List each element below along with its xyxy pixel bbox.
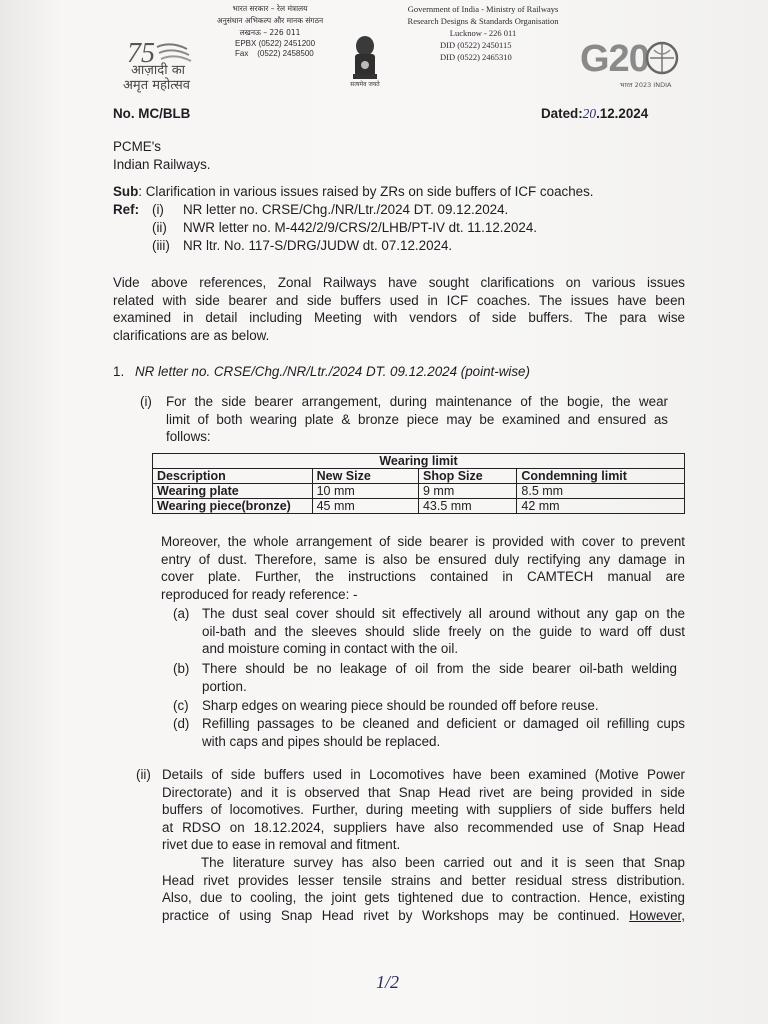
header-did-2: DID (0522) 2465310 <box>440 52 512 62</box>
g20-subtitle: भारत 2023 INDIA <box>620 81 672 89</box>
point-ii-line-1: Details of side buffers used in Locomotives have been examined (Motive Power <box>162 767 685 782</box>
addressee-line-1: PCME's <box>113 139 161 154</box>
logo-text-2: अमृत महोत्सव <box>123 78 191 93</box>
subitem-c-number: (c) <box>173 698 189 713</box>
table-header-condemning-limit: Condemning limit <box>517 469 685 484</box>
subitem-b-number: (b) <box>173 661 190 676</box>
ref-text-3: NR ltr. No. 117-S/DRG/JUDW dt. 07.12.2024. <box>183 238 453 253</box>
point-i-line-1: For the side bearer arrangement, during maintenance of the bogie, the wear <box>166 394 668 409</box>
g20-text: G20 <box>580 38 649 80</box>
table-header-new-size: New Size <box>312 469 418 484</box>
subitem-b-line-1: There should be no leakage of oil from the side bearer oil-bath welding <box>202 661 677 676</box>
subitem-a-line-1: The dust seal cover should sit effectively all around without any gap on the <box>202 606 685 621</box>
literature-line-1: The literature survey has also been carried out and it is seen that Snap <box>201 854 685 870</box>
table-cell: 43.5 mm <box>418 499 516 514</box>
table-cell: 10 mm <box>312 484 418 499</box>
table-header-shop-size: Shop Size <box>418 469 516 484</box>
header-epbx: EPBX (0522) 2451200 <box>235 39 316 48</box>
table-cell: 9 mm <box>418 484 516 499</box>
subitem-a-line-2: oil-bath and the sleeves should slide freely on the guide to ward off dust <box>202 623 685 639</box>
intro-line-4: clarifications are as below. <box>113 327 270 343</box>
literature-line-4-main: practice of using Snap Head rivet by Workshops may be continued. <box>162 907 620 923</box>
subitem-a-text <box>202 605 685 658</box>
literature-line-2: Head rivet provides lesser tensile strains and better residual stress distribution. <box>162 872 685 888</box>
ref-num-2: (ii) <box>152 220 167 235</box>
subitem-a-number: (a) <box>173 606 190 621</box>
dated-label: Dated: <box>541 106 583 121</box>
subitem-d-number: (d) <box>173 716 190 731</box>
intro-line-1: Vide above references, Zonal Railways have sought clarifications on various issues <box>113 275 685 290</box>
intro-line-3: examined in detail including Meeting with vendors of side buffers. The para wise <box>113 310 685 326</box>
subitem-d-text <box>202 715 685 750</box>
point-ii-line-2: Directorate) and it is observed that Snap Head rivet are being provided in side <box>162 784 685 800</box>
moreover-paragraph <box>161 533 685 603</box>
subitem-b-text <box>202 660 677 695</box>
moreover-line-4: reproduced for ready reference: - <box>161 586 358 602</box>
page-number-handwritten: 1/2 <box>376 972 400 992</box>
national-emblem-icon <box>348 32 382 92</box>
intro-line-2: related with side bearer and side buffers used in ICF coaches. The issues have been <box>113 292 685 308</box>
addressee-line-2: Indian Railways. <box>113 157 211 172</box>
ref-text-1: NR letter no. CRSE/Chg./NR/Ltr./2024 DT. 09.12.2024. <box>183 202 509 217</box>
emblem-caption: सत्यमेव जयते <box>350 81 380 88</box>
header-fax: Fax (0522) 2458500 <box>235 49 314 58</box>
table-cell: 42 mm <box>517 499 685 514</box>
subitem-a-line-3: and moisture coming in contact with the oil. <box>202 641 459 657</box>
moreover-line-2: entry of dust. Therefore, same is also be ensured duly rectifying any damage in <box>161 551 685 567</box>
ref-text-2: NWR letter no. M-442/2/9/CRS/2/LHB/PT-IV dt. 11.12.2024. <box>183 220 538 235</box>
table-cell: Wearing piece(bronze) <box>153 499 313 514</box>
reference-number: No. MC/BLB <box>113 106 191 121</box>
header-left-block <box>185 3 355 59</box>
subject-line <box>113 183 594 201</box>
subitem-d-line-2: with caps and pipes should be replaced. <box>202 733 441 749</box>
subject-text: : Clarification in various issues raised by ZRs on side buffers of ICF coaches. <box>138 184 594 199</box>
table-cell: Wearing plate <box>153 484 313 499</box>
table-caption: Wearing limit <box>153 454 685 469</box>
header-right-block <box>388 3 578 63</box>
point-ii-line-4: at RDSO on 18.12.2024, suppliers have also recommended use of Snap Head <box>162 819 685 835</box>
however-underlined: However, <box>629 907 685 923</box>
item-1-heading: NR letter no. CRSE/Chg./NR/Ltr./2024 DT. 09.12.2024 (point-wise) <box>135 364 530 379</box>
subitem-c-line-1: Sharp edges on wearing piece should be rounded off before reuse. <box>202 698 599 713</box>
point-ii-line-5: rivet due to ease in removal and fitment. <box>162 837 401 853</box>
point-i-line-2: limit of both wearing plate & bronze piece may be examined and ensured as <box>166 411 668 427</box>
ref-num-1: (i) <box>152 202 164 217</box>
table-header-description: Description <box>153 469 313 484</box>
g20-logo <box>580 38 685 98</box>
moreover-line-1: Moreover, the whole arrangement of side bearer is provided with cover to prevent <box>161 534 685 549</box>
header-did-1: DID (0522) 2450115 <box>440 40 512 50</box>
table-row <box>153 484 685 499</box>
header-hindi-line-3: लखनऊ – 226 011 <box>239 28 301 37</box>
svg-text:75: 75 <box>127 38 155 69</box>
table-cell: 45 mm <box>312 499 418 514</box>
g20-globe-icon <box>644 40 680 76</box>
literature-line-3: Also, due to cooling, the joint gets tightened due to contraction. Hence, existing <box>162 890 685 906</box>
intro-paragraph <box>113 274 685 344</box>
point-ii-text <box>162 766 685 924</box>
point-ii-number: (ii) <box>136 767 151 782</box>
dated-rest: .12.2024 <box>596 106 649 121</box>
point-i-line-3: follows: <box>166 429 211 445</box>
point-i-number: (i) <box>140 394 152 409</box>
moreover-line-3: cover plate. Further, the instructions contained in CAMTECH manual are <box>161 569 685 585</box>
subitem-d-line-1: Refilling passages to be cleaned and deficient or damaged oil refilling cups <box>202 716 685 731</box>
wearing-limit-table <box>152 453 685 514</box>
header-hindi-line-2: अनुसंधान अभिकल्प और मानक संगठन <box>216 16 324 25</box>
literature-line-4 <box>162 907 685 925</box>
point-ii-line-3: buffers of locomotives. Further, during meeting with suppliers of side buffers held <box>162 802 685 818</box>
subitem-b-line-2: portion. <box>202 678 247 694</box>
item-1-number: 1. <box>113 364 125 379</box>
table-row <box>153 499 685 514</box>
header-right-line-2: Research Designs & Standards Organisation <box>407 16 559 26</box>
point-i-text <box>166 393 668 446</box>
ref-label: Ref: <box>113 202 140 217</box>
ref-num-3: (iii) <box>152 238 170 253</box>
header-hindi-line-1: भारत सरकार – रेल मंत्रालय <box>232 4 308 13</box>
dated-day-handwritten: 20 <box>582 106 597 121</box>
letter-date <box>541 105 648 123</box>
header-right-line-1: Government of India - Ministry of Railways <box>407 4 559 14</box>
header-right-line-3: Lucknow - 226 011 <box>449 28 517 38</box>
subject-label: Sub <box>113 184 139 199</box>
logo-text-1: आज़ादी का <box>131 63 186 78</box>
table-cell: 8.5 mm <box>517 484 685 499</box>
